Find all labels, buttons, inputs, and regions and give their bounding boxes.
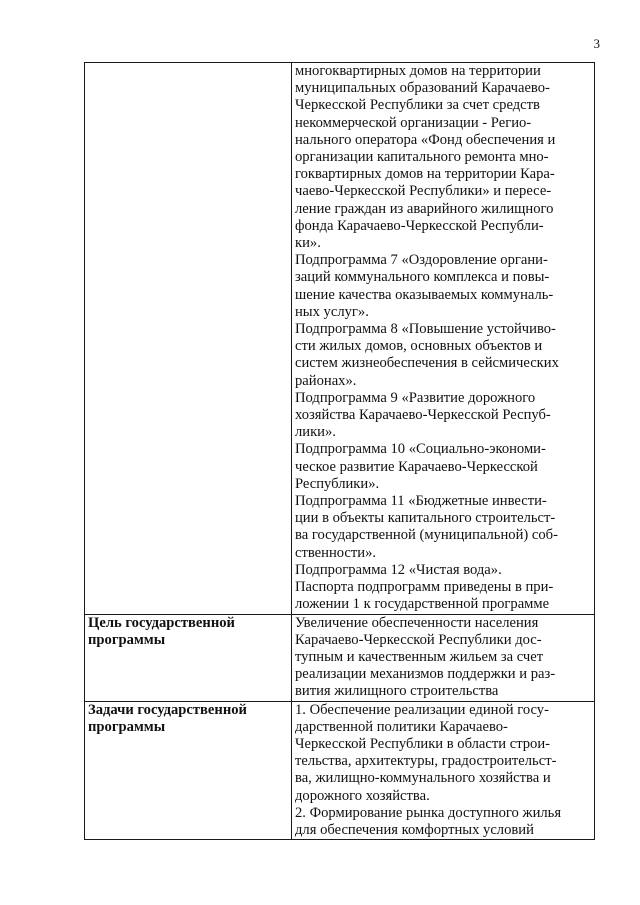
page-number: 3: [593, 36, 600, 51]
content-paragraph: Подпрограмма 7 «Оздоровление органи- заций коммунального комплекса и повы- шение качества оказываемых коммуналь- ных услуг».: [295, 252, 554, 320]
content-paragraph: Подпрограмма 9 «Развитие дорожного хозяйства Карачаево-Черкесской Респуб- лики».: [295, 389, 551, 441]
table-row-tasks: [85, 701, 595, 840]
row-content: [292, 63, 595, 615]
row-label: [85, 63, 292, 615]
content-paragraph: Подпрограмма 11 «Бюджетные инвести- ции в объекты капитального строительст- ва государственной (муниципальной) соб- ственности».: [295, 493, 558, 561]
content-paragraph: многоквартирных домов на территории муниципальных образований Карачаево- Черкесской Республики за счет средств некоммерческой организации - Регио- нального оператора «Фонд обеспечения и организации капитального ремонта мно- гоквартирных домов на территории Кара- чаево-Черкесской Республики» и пересе- ление граждан из аварийного жилищного фонда Карачаево-Черкесской Республи- ки».: [295, 63, 556, 252]
content-paragraph: Подпрограмма 10 «Социально-экономи- ческое развитие Карачаево-Черкесской Республики».: [295, 441, 546, 492]
table-row-goal: [85, 614, 595, 701]
row-label-text: Задачи государственной программы: [88, 701, 247, 735]
program-passport-table: [84, 62, 595, 840]
content-paragraph: Подпрограмма 8 «Повышение устойчиво- сти жилых домов, основных объектов и систем жизнеобеспечения в сейсмических районах».: [295, 321, 559, 389]
content-paragraph: 1. Обеспечение реализации единой госу- дарственной политики Карачаево- Черкесской Республики в области строи- тельства, архитектуры, градостроительст- ва, жилищно-коммунального хозяйства и дорожного хозяйства.: [295, 701, 557, 804]
table-row-subprograms: [85, 63, 595, 615]
row-label: [85, 701, 292, 840]
content-paragraph: Паспорта подпрограмм приведены в при- ложении 1 к государственной программе: [295, 579, 554, 613]
row-label: [85, 614, 292, 701]
row-content: [292, 614, 595, 701]
row-label-text: Цель государственной программы: [88, 614, 235, 648]
content-paragraph: Подпрограмма 12 «Чистая вода».: [295, 561, 502, 578]
content-paragraph: 2. Формирование рынка доступного жилья для обеспечения комфортных условий: [295, 804, 562, 838]
content-paragraph: Увеличение обеспеченности населения Карачаево-Черкесской Республики дос- тупным и качественным жильем за счет реализации механизмов поддержки и раз- вития жилищного строительства: [295, 614, 556, 700]
row-content: [292, 701, 595, 840]
